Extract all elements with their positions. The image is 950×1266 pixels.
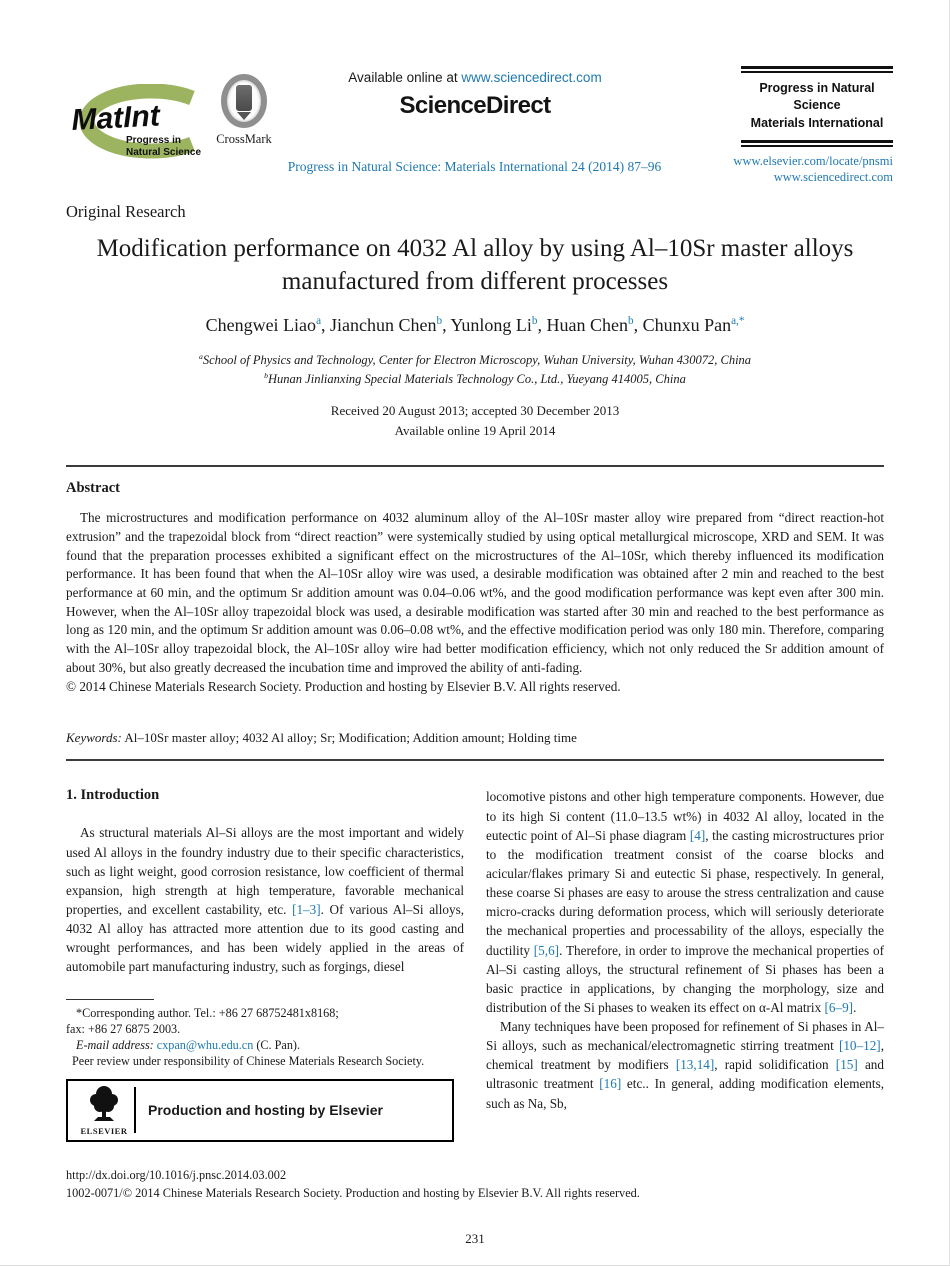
elsevier-hosting-box <box>66 1079 454 1142</box>
footnote-block <box>66 999 464 1069</box>
journal-masthead-box <box>733 66 893 185</box>
crossmark-badge[interactable] <box>213 74 275 147</box>
elsevier-hosting-text: Production and hosting by Elsevier <box>148 1102 383 1119</box>
crossmark-icon <box>221 74 267 128</box>
double-rule-bottom <box>741 140 893 147</box>
available-online-line: Available online at www.sciencedirect.com <box>348 70 602 85</box>
abstract-text: The microstructures and modification performance on 4032 aluminum alloy of the Al–10Sr master alloy wire prepared from “direct reaction-hot extrusion” and the trapezoidal block from “direct reaction” were systemically studied by using optical metallurgical microscope, XRD and SEM. It was found that the preparation processes exhibited a significant effect on the microstructures of the Al–10Sr, which thereby influenced its modification performance. It has been found that when the Al–10Sr alloy wire was used, a desirable modification was obtained after 2 min and reached to the best performance at 60 min, and the optimum Sr addition amount was 0.04–0.06 wt%, and the good modification performance was kept even after 300 min. However, when the Al–10Sr alloy trapezoidal block was used, a desirable modification was started after 30 min and reached to the best performance as long as 120 min, and the optimum Sr addition amount was 0.06–0.08 wt%, and the effective modification period was only 180 min. Therefore, comparing with the Al–10Sr alloy trapezoidal block, the Al–10Sr alloy wire had better modification efficiency, which not only reduced the Sr addition amount of about 30%, but also greatly decreased the incubation time and improved the ability of anti-fading. <box>66 510 884 675</box>
page-number: 231 <box>465 1230 485 1246</box>
corresponding-author-line: *Corresponding author. Tel.: +86 27 68752481x8168; <box>76 1005 339 1020</box>
article-type-label: Original Research <box>66 202 186 221</box>
peer-review-line: Peer review under responsibility of Chinese Materials Research Society. <box>72 1053 425 1068</box>
citation-ref-16[interactable]: [16] <box>599 1076 622 1092</box>
matint-sub2: Natural Science <box>126 147 202 158</box>
author-byline: Chengwei Liao$^a$, Jianchun Chen$^b$, Yunlong Li$^b$, Huan Chen$^b$, Chunxu Pan$^{a,*}$ <box>205 315 745 335</box>
citation-ref-1-3[interactable]: [1–3] <box>292 901 321 917</box>
keywords-text: Al–10Sr master alloy; 4032 Al alloy; Sr; Modification; Addition amount; Holding time <box>121 730 577 746</box>
available-online-date: Available online 19 April 2014 <box>394 422 556 438</box>
received-accepted-line: Received 20 August 2013; accepted 30 December 2013 <box>330 402 620 418</box>
keywords-label: Keywords: <box>66 730 122 746</box>
keywords-bottom-rule <box>66 759 884 761</box>
abstract-top-rule <box>66 465 884 467</box>
journal-citation-line: Progress in Natural Science: Materials International 24 (2014) 87–96 <box>287 159 662 174</box>
citation-ref-13-14[interactable]: [13,14] <box>675 1057 715 1073</box>
intro-paragraph-right-continuation: locomotive pistons and other high temperature components. However, due to its high Si content (11.0–13.5 wt%) in 4032 Al alloy, located in the eutectic point of Al–Si phase diagram [4], the casting microstructures prior to the modification treatment consist of the coarse blocks and acicular/flakes primary Si and eutectic Si phase, respectively. In general, these coarse Si phases are easy to arouse the stress centralization and cause micro-cracks during deformation process, which will seriously deteriorate the mechanical properties and processability of the alloys, especially the ductility [5,6]. Therefore, in order to improve the mechanical properties of Al–Si casting alloys, the structural refinement of Si phases has been a basic practice in applications, by changing the morphology, size and distribution of the Si phases to weaken its effect on α-Al matrix [6–9]. <box>486 789 884 1015</box>
intro-paragraph-left: As structural materials Al–Si alloys are the most important and widely used Al alloys in the foundry industry due to their specific characteristics, such as light weight, good corrosion resistance, low coefficient of thermal expansion, high strength at high temperature, favorable mechanical properties, and excellent castability, etc. [1–3]. Of various Al–Si alloys, 4032 Al alloy has attracted more attention due to its good casting and wrought performances, and has been widely applied in the areas of automobile part manufacturing industry, such as forgings, diesel <box>66 825 464 975</box>
matint-logo <box>64 84 236 162</box>
elsevier-url-link[interactable]: www.elsevier.com/locate/pnsmi <box>733 153 893 168</box>
elsevier-brand-label: ELSEVIER <box>80 1125 128 1136</box>
matint-logo-graphic <box>64 84 236 162</box>
citation-ref-6-9[interactable]: [6–9] <box>824 999 854 1015</box>
matint-sub1: Progress in <box>126 135 182 146</box>
double-rule-top <box>741 66 893 73</box>
email-link[interactable]: cxpan@whu.edu.cn <box>156 1037 254 1052</box>
sciencedirect-link[interactable]: www.sciencedirect.com <box>461 70 602 85</box>
elsevier-tree-icon <box>87 1085 121 1123</box>
abstract-copyright: © 2014 Chinese Materials Research Society. Production and hosting by Elsevier B.V. All rights reserved. <box>66 678 621 694</box>
journal-name-line3: Materials International <box>750 115 884 130</box>
section-heading-introduction: 1. Introduction <box>66 787 160 804</box>
svg-text:MatInt: MatInt <box>70 99 161 137</box>
doi-link[interactable]: http://dx.doi.org/10.1016/j.pnsc.2014.03.002 <box>66 1167 287 1182</box>
issn-rights-line: 1002-0071/© 2014 Chinese Materials Research Society. Production and hosting by Elsevier B.V. All rights reserved. <box>66 1186 640 1201</box>
crossmark-label: CrossMark <box>216 132 272 146</box>
fax-line: fax: +86 27 6875 2003. <box>66 1021 181 1036</box>
citation-ref-5-6[interactable]: [5,6] <box>533 942 560 958</box>
article-title: Modification performance on 4032 Al alloy by using Al–10Sr master alloys manufactured from different processes <box>96 235 854 295</box>
elsevier-box-divider <box>134 1087 136 1133</box>
affiliation-b: $^b$Hunan Jinlianxing Special Materials Technology Co., Ltd., Yueyang 414005, China <box>264 371 686 387</box>
citation-ref-4[interactable]: [4] <box>689 827 706 843</box>
affiliation-a: $^a$School of Physics and Technology, Center for Electron Microscopy, Wuhan University, Wuhan 430072, China <box>198 351 752 367</box>
keywords-line <box>66 730 884 746</box>
journal-name-line1: Progress in Natural <box>759 81 875 95</box>
intro-paragraph-right-2: Many techniques have been proposed for refinement of Si phases in Al–Si alloys, such as mechanical/electromagnetic stirring treatment [10–12], chemical treatment by modifiers [13,14], rapid solidification [15] and ultrasonic treatment [16] etc.. In general, adding modification elements, such as Na, Sb, <box>486 1019 884 1111</box>
email-line: E-mail address: cxpan@whu.edu.cn (C. Pan). <box>76 1037 301 1052</box>
abstract-heading: Abstract <box>66 480 120 497</box>
journal-name-line2: Science <box>793 98 841 113</box>
sciencedirect-logo: ScienceDirect <box>399 92 551 119</box>
citation-ref-15[interactable]: [15] <box>835 1057 858 1073</box>
sciencedirect-url-link[interactable]: www.sciencedirect.com <box>773 170 893 184</box>
citation-ref-10-12[interactable]: [10–12] <box>838 1038 881 1054</box>
footnote-rule <box>66 999 154 1000</box>
